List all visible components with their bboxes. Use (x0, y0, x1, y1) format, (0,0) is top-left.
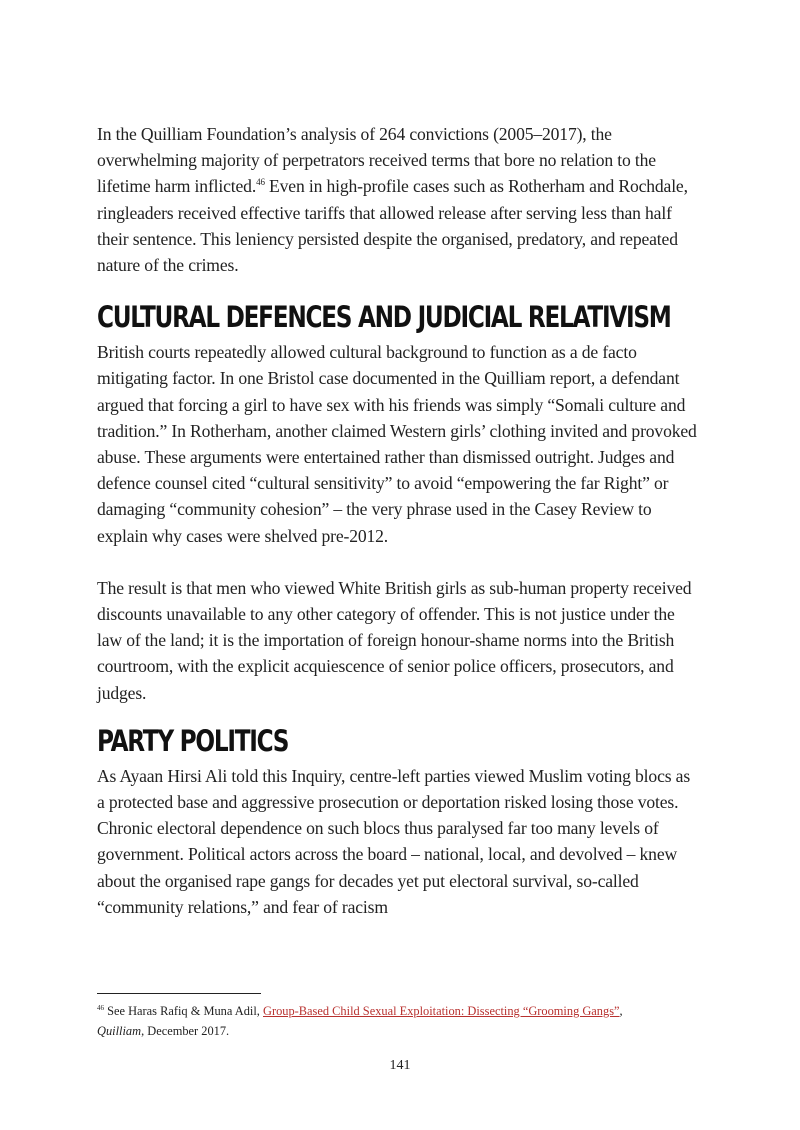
section-heading-cultural-defences: CULTURAL DEFENCES AND JUDICIAL RELATIVISM (97, 300, 671, 335)
footnote (97, 1002, 697, 1041)
section-heading-party-politics: PARTY POLITICS (97, 723, 289, 758)
footnote-prefix: See Haras Rafiq & Muna Adil, (104, 1004, 263, 1018)
footnote-link[interactable]: Group-Based Child Sexual Exploitation: Dissecting “Grooming Gangs” (263, 1004, 620, 1018)
footnote-date: , December 2017. (141, 1023, 230, 1038)
footnote-source: Quilliam (97, 1023, 142, 1038)
paragraph-cultural-background: British courts repeatedly allowed cultural background to function as a de facto mitigating factor. In one Bristol case documented in the Quilliam report, a defendant argued that forcing a girl to have sex with his friends was simply “Somali culture and tradition.” In Rotherham, another claimed Western girls’ clothing invited and provoked abuse. These arguments were entertained rather than dismissed outright. Judges and defence counsel cited “cultural sensitivity” to avoid “empowering the far Right” or damaging “community cohesion” – the very phrase used in the Casey Review to explain why cases were shelved pre-2012. (97, 342, 697, 546)
paragraph-party-politics: As Ayaan Hirsi Ali told this Inquiry, centre-left parties viewed Muslim voting blocs as a protected base and aggressive prosecution or deportation risked losing those votes. Chronic electoral dependence on such blocs thus paralysed far too many levels of government. Political actors across the board – national, local, and devolved – knew about the organised rape gangs for decades yet put electoral survival, so-called “community relations,” and fear of racism (97, 765, 691, 917)
paragraph-text: In the Quilliam Foundation’s analysis of 264 convictions (2005–2017), the overwhelming majority of perpetrators received terms that bore no relation to the lifetime harm inflicted. (97, 124, 656, 197)
page-body (97, 121, 697, 920)
footnote-reference[interactable]: 46 (256, 176, 265, 187)
paragraph-text: Even in high-profile cases such as Rotherham and Rochdale, ringleaders received effective tariffs that allowed release after serving less than half their sentence. This leniency persisted despite the organised, predatory, and repeated nature of the crimes. (97, 176, 688, 276)
page-number: 141 (389, 1058, 411, 1073)
paragraph-quilliam-analysis (97, 121, 697, 278)
paragraph-result: The result is that men who viewed White British girls as sub-human property received discounts unavailable to any other category of offender. This is not justice under the law of the land; it is the importation of foreign honour-shame norms into the British courtroom, with the explicit acquiescence of senior police officers, prosecutors, and judges. (97, 577, 692, 703)
footnote-after-link: , (619, 1004, 623, 1018)
footnote-number: 46 (97, 1003, 104, 1012)
footnote-divider (97, 993, 261, 994)
